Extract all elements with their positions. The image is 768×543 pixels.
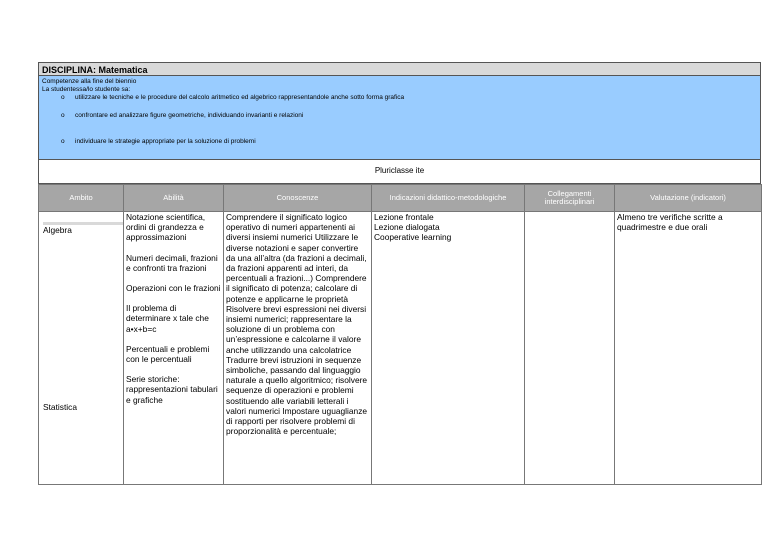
document-page: [38, 62, 761, 485]
abilita-item: Notazione scientifica, ordini di grandezza e approssimazioni: [126, 212, 206, 243]
abilita-item: Numeri decimali, frazioni e confronti tra frazioni: [126, 252, 218, 273]
header-indicazioni: Indicazioni didattico-metodologiche: [372, 185, 525, 212]
header-collegamenti: Collegamenti interdisciplinari: [525, 185, 615, 212]
indicazione-item: Lezione dialogata: [374, 222, 440, 233]
discipline-title: DISCIPLINA: Matematica: [38, 62, 761, 76]
abilita-item: Percentuali e problemi con le percentuali: [126, 343, 210, 365]
competence-bullet: o: [61, 112, 65, 119]
competences-intro: Competenze alla fine del biennio: [42, 78, 137, 85]
ambito-algebra: Algebra: [43, 222, 123, 235]
cell-abilita: [124, 212, 224, 485]
competence-item: utilizzare le tecniche e le procedure del calcolo aritmetico ed algebrico rappresentandole anche sotto forma grafica: [75, 94, 405, 101]
header-abilita: Abilità: [124, 185, 224, 212]
competences-subintro: La studentessa/lo studente sa:: [42, 85, 131, 93]
ambito-statistica: Statistica: [43, 402, 77, 412]
class-label: Pluriclasse ite: [38, 160, 761, 184]
competence-item: individuare le strategie appropriate per la soluzione di problemi: [75, 138, 256, 145]
header-valutazione: Valutazione (indicatori): [615, 185, 762, 212]
cell-conoscenze: [224, 212, 372, 485]
header-conoscenze: Conoscenze: [224, 185, 372, 212]
cell-valutazione: Almeno tre verifiche scritte a quadrimestre e due orali: [615, 212, 762, 485]
abilita-item: Operazioni con le frazioni: [126, 283, 221, 294]
indicazione-item: Lezione frontale: [374, 212, 434, 222]
competences-box: [38, 76, 761, 160]
curriculum-table: [38, 184, 762, 485]
competence-item: confrontare ed analizzare figure geometriche, individuando invarianti e relazioni: [75, 112, 304, 119]
competence-bullet: o: [61, 138, 65, 145]
cell-ambito: [39, 212, 124, 485]
abilita-item: Il problema di determinare x tale che a•x+b=c: [126, 303, 209, 334]
header-ambito: Ambito: [39, 185, 124, 212]
cell-indicazioni: [372, 212, 525, 485]
competence-bullet: o: [61, 94, 65, 101]
cell-collegamenti: [525, 212, 615, 485]
table-row: [39, 212, 762, 485]
conoscenze-text: Comprendere il significato logico operativo di numeri appartenenti ai diversi insiemi numerici Utilizzare le diverse notazioni e saper convertire da una all’altra (da frazioni a decimali, da frazioni apparenti ad interi, da percentuali a frazioni...) Comprendere il significato di potenza; calcolare di potenze e applicarne le proprietà Risolvere brevi espressioni nei diversi insiemi numerici; rappresentare la soluzione di un problema con un’espressione e calcolarne il valore anche utilizzando una calcolatrice Tradurre brevi istruzioni in sequenze simboliche, passando dal linguaggio naturale a quello algoritmico; risolvere sequenze di operazioni e problemi sostituendo alle variabili letterali i valori numerici Impostare uguaglianze di rapporti per risolvere problemi di proporzionalità e percentuale;: [226, 212, 368, 437]
indicazione-item: Cooperative learning: [374, 232, 452, 243]
abilita-item: Serie storiche: rappresentazioni tabulari e grafiche: [126, 374, 218, 405]
table-header-row: [39, 185, 762, 212]
